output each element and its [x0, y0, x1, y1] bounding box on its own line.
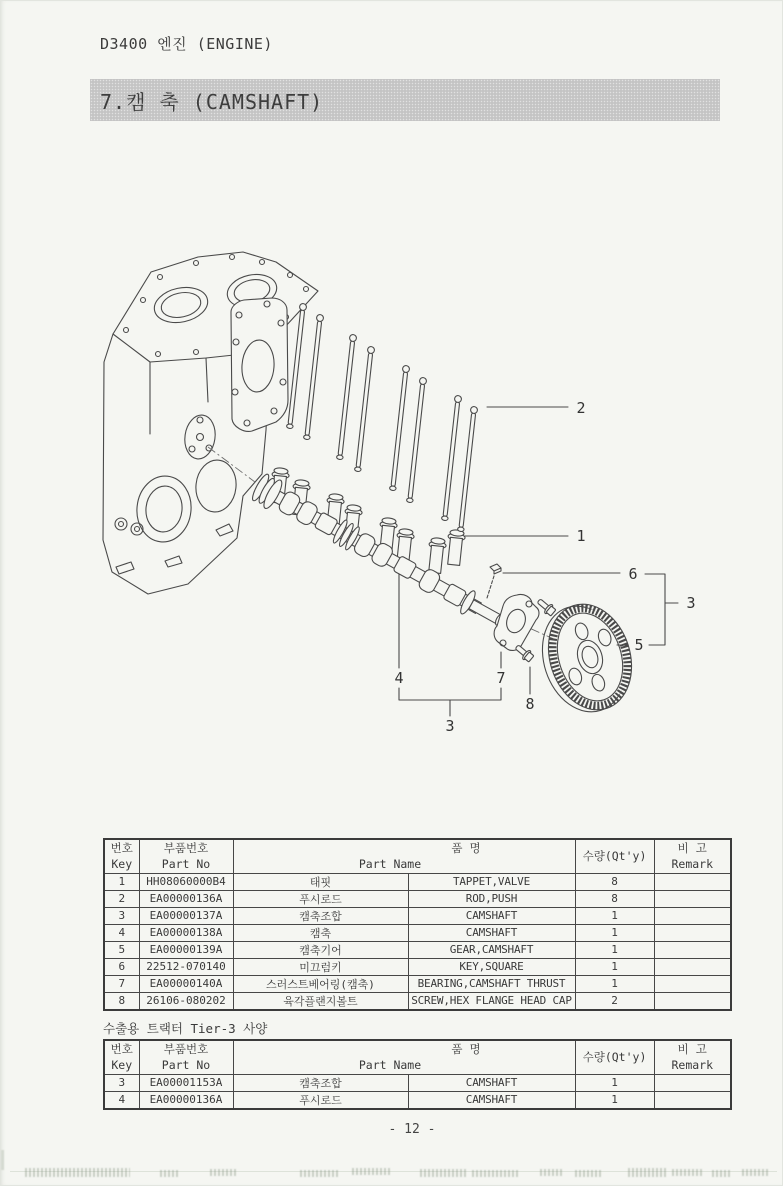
section-title: 7.캠 축 (CAMSHAFT)	[100, 89, 324, 114]
callout-label-3-bottom: 3	[445, 717, 455, 735]
cell-qty: 2	[575, 992, 654, 1010]
cell-name-ko: 푸시로드	[233, 1091, 408, 1109]
parts-table	[103, 838, 732, 1011]
page-header-title: D3400 엔진 (ENGINE)	[100, 35, 273, 53]
cell-qty: 1	[575, 924, 654, 941]
scan-edge-smudge	[1, 1150, 4, 1170]
cell-partno: HH08060000B4	[139, 873, 233, 890]
table-row	[104, 907, 731, 924]
cell-partno: EA00000136A	[139, 1091, 233, 1109]
cell-remark	[654, 1074, 731, 1091]
cell-key: 7	[104, 975, 139, 992]
col-header-partno: 부품번호 Part No	[139, 1040, 233, 1074]
cell-name-ko: 캠축	[233, 924, 408, 941]
cell-name-ko: 캠축조합	[233, 1074, 408, 1091]
cell-name-ko: 미끄럼키	[233, 958, 408, 975]
callout-label-6: 6	[628, 565, 638, 583]
cell-qty: 1	[575, 1074, 654, 1091]
cell-remark	[654, 907, 731, 924]
table-row	[104, 958, 731, 975]
cell-qty: 1	[575, 975, 654, 992]
cell-name-en: BEARING,CAMSHAFT THRUST	[408, 975, 575, 992]
table-row	[104, 873, 731, 890]
square-key	[487, 564, 501, 598]
cell-partno: EA00000139A	[139, 941, 233, 958]
table-row	[104, 1074, 731, 1091]
cell-name-en: GEAR,CAMSHAFT	[408, 941, 575, 958]
camshaft-exploded-diagram	[85, 235, 735, 755]
page-number: - 12 -	[388, 1122, 436, 1137]
col-header-key: 번호 Key	[104, 1040, 139, 1074]
col-header-remark: 비 고 Remark	[654, 1040, 731, 1074]
cell-name-ko: 캠축조합	[233, 907, 408, 924]
push-rods	[286, 303, 478, 532]
col-header-qty: 수량(Qt'y)	[575, 1040, 654, 1074]
col-header-name: 품 명 Part Name	[233, 839, 575, 873]
export-table-caption: 수출용 트랙터 Tier-3 사양	[103, 1021, 268, 1036]
cell-partno: EA00000136A	[139, 890, 233, 907]
gasket-plate	[231, 298, 288, 431]
cell-name-ko: 푸시로드	[233, 890, 408, 907]
cell-key: 1	[104, 873, 139, 890]
cell-qty: 1	[575, 958, 654, 975]
cell-partno: 26106-080202	[139, 992, 233, 1010]
cell-partno: EA00000138A	[139, 924, 233, 941]
cell-remark	[654, 873, 731, 890]
thrust-plate	[494, 594, 539, 650]
callout-label-1: 1	[576, 527, 586, 545]
cell-remark	[654, 975, 731, 992]
cell-key: 2	[104, 890, 139, 907]
parts-table-header	[104, 839, 731, 873]
cell-remark	[654, 941, 731, 958]
scan-noise	[0, 1164, 783, 1184]
cell-name-ko: 태핏	[233, 873, 408, 890]
table-row	[104, 975, 731, 992]
cell-name-en: ROD,PUSH	[408, 890, 575, 907]
table-row	[104, 924, 731, 941]
callout-label-3-right: 3	[686, 594, 696, 612]
callout-label-4: 4	[394, 669, 404, 687]
cell-name-en: KEY,SQUARE	[408, 958, 575, 975]
cell-name-en: CAMSHAFT	[408, 1074, 575, 1091]
cell-partno: EA00000140A	[139, 975, 233, 992]
cell-name-en: CAMSHAFT	[408, 907, 575, 924]
col-header-key: 번호 Key	[104, 839, 139, 873]
cell-key: 4	[104, 1091, 139, 1109]
callout-label-8: 8	[525, 695, 535, 713]
cell-key: 6	[104, 958, 139, 975]
cell-name-en: SCREW,HEX FLANGE HEAD CAP	[408, 992, 575, 1010]
cell-partno: EA00001153A	[139, 1074, 233, 1091]
cell-partno: EA00000137A	[139, 907, 233, 924]
table-row	[104, 941, 731, 958]
table-row	[104, 890, 731, 907]
cell-qty: 8	[575, 873, 654, 890]
col-header-qty: 수량(Qt'y)	[575, 839, 654, 873]
cell-key: 3	[104, 907, 139, 924]
callout-label-5: 5	[634, 636, 644, 654]
cell-name-en: TAPPET,VALVE	[408, 873, 575, 890]
callout-label-7: 7	[496, 669, 506, 687]
cell-qty: 1	[575, 1091, 654, 1109]
cell-remark	[654, 890, 731, 907]
col-header-partno: 부품번호 Part No	[139, 839, 233, 873]
cell-qty: 8	[575, 890, 654, 907]
engine-block	[103, 252, 318, 594]
callout-label-2: 2	[576, 399, 586, 417]
cell-partno: 22512-070140	[139, 958, 233, 975]
cell-qty: 1	[575, 941, 654, 958]
cell-name-ko: 육각플랜지볼트	[233, 992, 408, 1010]
cell-key: 8	[104, 992, 139, 1010]
cell-key: 3	[104, 1074, 139, 1091]
camshaft	[249, 472, 509, 636]
cell-qty: 1	[575, 907, 654, 924]
table-row	[104, 1091, 731, 1109]
cell-key: 5	[104, 941, 139, 958]
export-table-header	[104, 1040, 731, 1074]
cell-name-en: CAMSHAFT	[408, 1091, 575, 1109]
cell-key: 4	[104, 924, 139, 941]
col-header-remark: 비 고 Remark	[654, 839, 731, 873]
cell-name-ko: 캠축기어	[233, 941, 408, 958]
cell-remark	[654, 1091, 731, 1109]
cell-remark	[654, 958, 731, 975]
cell-name-ko: 스러스트베어링(캠축)	[233, 975, 408, 992]
cell-name-en: CAMSHAFT	[408, 924, 575, 941]
export-parts-table	[103, 1039, 732, 1110]
assembly-centerline-front	[208, 447, 255, 482]
cell-remark	[654, 992, 731, 1010]
section-banner	[90, 79, 720, 121]
table-row	[104, 992, 731, 1010]
col-header-name: 품 명 Part Name	[233, 1040, 575, 1074]
cell-remark	[654, 924, 731, 941]
